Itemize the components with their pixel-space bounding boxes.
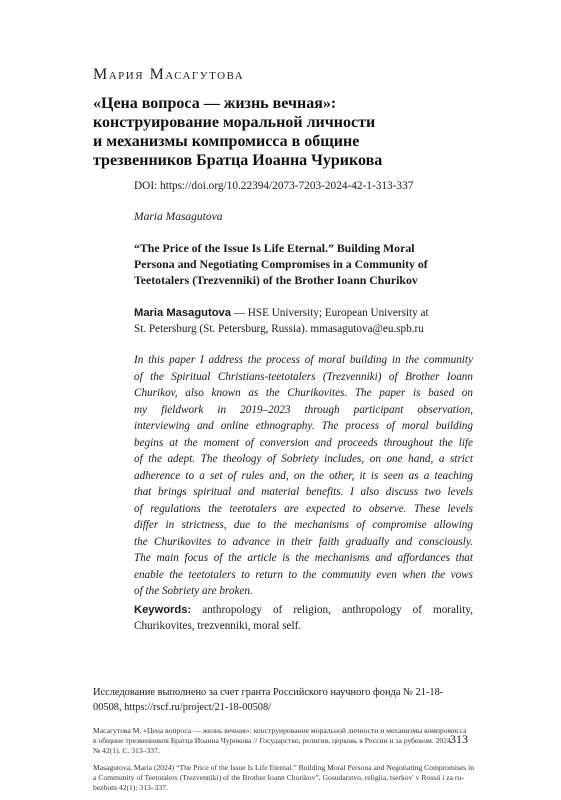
abstract-line: Churikov, also known as the Churikovites. The paper is based on xyxy=(134,387,473,399)
title-line: трезвенников Братца Иоанна Чурикова xyxy=(93,152,383,169)
affiliation-line-email[interactable]: St. Petersburg (St. Petersburg, Russia). mmasagutova@eu.spb.ru xyxy=(134,323,424,335)
abstract-line: of the Spiritual Christians-teetotalers (Trezvenniki) of Brother Ioann xyxy=(134,370,473,383)
abstract-line: of the adept. The theology of Sobriety includes, on one hand, a strict xyxy=(134,453,473,465)
abstract-line: In this paper I address the process of moral building in the community xyxy=(134,354,473,366)
abstract-line: adherence to a set of rules and, on the other, it is seen as a teaching xyxy=(134,469,473,482)
citation-ru-line: № 42(1). С. 313–337. xyxy=(93,746,160,755)
english-author-name: Maria Masagutova xyxy=(134,211,223,223)
citation-en-line: bezhom 42(1): 313–337. xyxy=(93,783,168,792)
abstract-line: differ in strictness, due to the mechanisms of compromise allowing xyxy=(134,519,473,531)
citation-en-line: a Community of Teetotalers (Trezvenniki) of the Brother Ioann Churikov”, Gosudarstvo, religiia, tserkov' v Rossii i za ru- xyxy=(93,773,464,782)
abstract-line: enable the teetotalers to return to the community even when the vows xyxy=(134,568,473,581)
keywords-label: Keywords: xyxy=(134,604,192,616)
affiliation-author-name: Maria Masagutova xyxy=(134,307,231,319)
citation-ru-line: в общине трезвенников Братца Иоанна Чурикова // Государство, религия, церковь в России и за рубежом. 2024. xyxy=(93,736,453,745)
title-line: конструирование моральной личности xyxy=(93,114,376,131)
author-affiliation xyxy=(134,305,474,337)
abstract-line: The main focus of the article is the mechanisms and affordances that xyxy=(134,552,473,564)
title-line: “The Price of the Issue Is Life Eternal.” Building Moral xyxy=(134,241,415,255)
abstract-line: begins at the moment of conversion and proceeds throughout the life xyxy=(134,436,473,449)
keywords-text: anthropology of religion, anthropology of morality, xyxy=(191,604,473,616)
abstract-line: that brings spiritual and material benefits. I also discuss two levels xyxy=(134,486,473,498)
citation-ru-line: Масагутова М. «Цена вопроса — жизнь вечная»: конструирование моральной личности и механизмы компромисса xyxy=(93,726,467,735)
funding-line: Исследование выполнено за счет гранта Российского научного фонда № 21-18- xyxy=(93,687,444,698)
article-title-english xyxy=(134,240,474,288)
abstract xyxy=(134,352,473,600)
running-header-author: Мария Масагутова xyxy=(93,66,245,83)
citation-gap xyxy=(93,756,445,763)
doi-link[interactable]: DOI: https://doi.org/10.22394/2073-7203-2024-42-1-313-337 xyxy=(134,180,414,192)
title-line: Teetotalers (Trezvenniki) of the Brother Ioann Churikov xyxy=(134,273,418,287)
keywords-line: Churikovites, trezvenniki, moral self. xyxy=(134,620,302,632)
title-line: Persona and Negotiating Compromises in a Community of xyxy=(134,257,428,271)
keywords-line xyxy=(134,602,473,618)
citation-en-line: Masagutova, Maria (2024) “The Price of the Issue Is Life Eternal.” Building Moral Persona and Negotiating Compromises in xyxy=(93,763,475,772)
funding-note xyxy=(93,685,473,715)
title-line: и механизмы компромисса в общине xyxy=(93,133,360,150)
title-line: «Цена вопроса — жизнь вечная»: xyxy=(93,95,337,112)
keywords xyxy=(134,602,473,634)
abstract-line: my fieldwork in 2019–2023 through participant observation, xyxy=(134,403,473,416)
funding-line-link[interactable]: 00508, https://rscf.ru/project/21-18-00508/ xyxy=(93,702,272,713)
abstract-line: of the Sobriety are broken. xyxy=(134,585,253,597)
abstract-line: of regulations the teetotalers are expected to observe. These levels xyxy=(134,502,473,515)
affiliation-text: — HSE University; European University at xyxy=(231,307,429,319)
abstract-line: the Churikovites to advance in their faith gradually and consciously. xyxy=(134,535,473,548)
citation-block xyxy=(93,726,475,793)
affiliation-line xyxy=(134,305,474,321)
page-number: 313 xyxy=(450,732,468,746)
abstract-line: interviewing and online ethnography. The process of moral building xyxy=(134,420,473,432)
article-title-russian xyxy=(93,94,493,170)
